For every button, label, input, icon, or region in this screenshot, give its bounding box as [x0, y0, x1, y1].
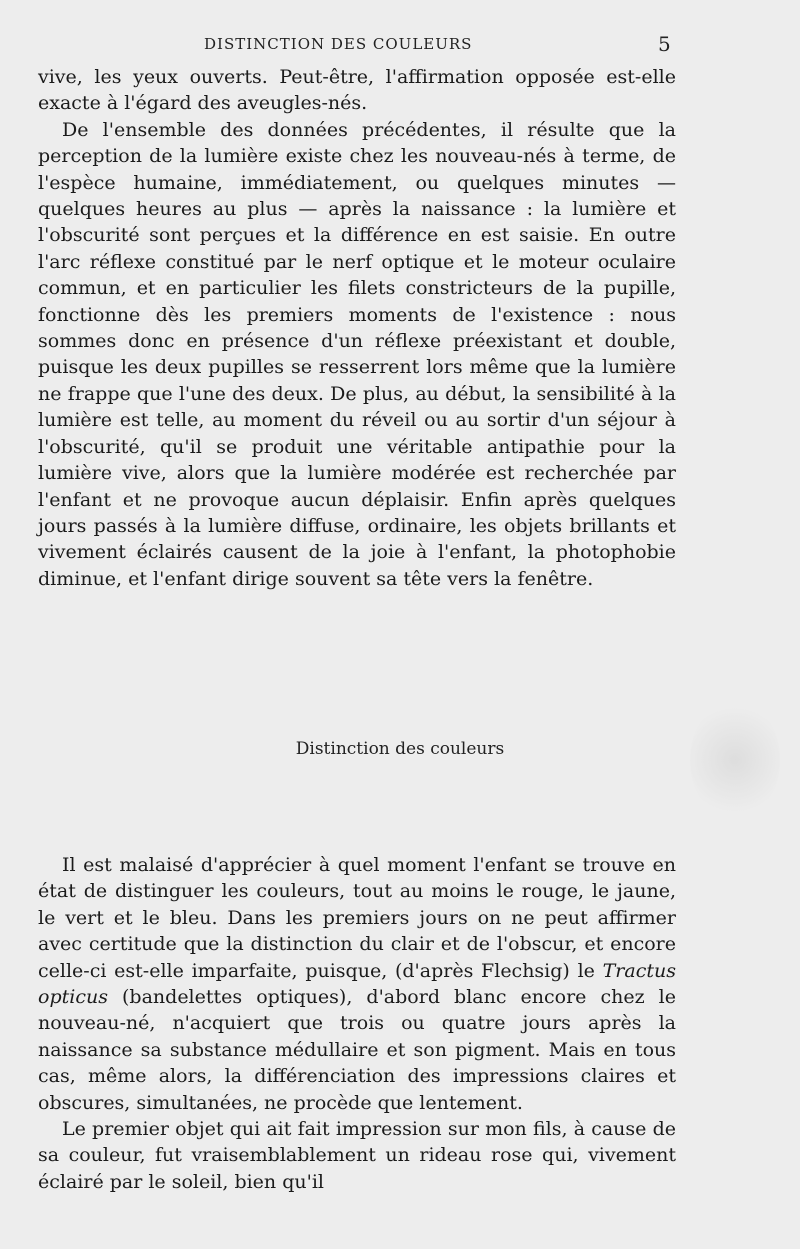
italic-term: Tractus opticus: [38, 959, 676, 1009]
paper-stain: [690, 700, 780, 820]
paragraph-light-perception: De l'ensemble des données précédentes, il résulte que la perception de la lumière existe chez les nouveau-nés à terme, de l'espèce humaine, immédiatement, ou quelques minutes — quelques heures au plus — après la naissance : la lumière et l'obscurité sont perçues et la différence en est saisie. En outre l'arc réflexe constitué par le nerf optique et le moteur oculaire commun, et en particulier les filets constricteurs de la pupille, fonctionne dès les premiers moments de l'existence : nous sommes donc en présence d'un réflexe préexistant et double, puisque les deux pupilles se resserrent lors même que la lumière ne frappe que l'une des deux. De plus, au début, la sensibilité à la lumière est telle, au moment du réveil ou au sortir d'un séjour à l'obscurité, qu'il se produit une véritable antipathie pour la lumière vive, alors que la lumière modérée est recherchée par l'enfant et ne provoque aucun déplaisir. Enfin après quelques jours passés à la lumière diffuse, ordinaire, les objets brillants et vivement éclairés causent de la joie à l'enfant, la photophobie diminue, et l'enfant dirige souvent sa tête vers la fenêtre.: [38, 118, 676, 590]
paragraph-text: (bandelettes optiques), d'abord blanc encore chez le nouveau-né, n'acquiert que trois ou quatre jours après la naissance sa substance médullaire et son pigment. Mais en tous cas, même alors, la différenciation des impressions claires et obscures, simultanées, ne procède que lentement.: [38, 986, 676, 1114]
paragraph-first-object: Le premier objet qui ait fait impression sur mon fils, à cause de sa couleur, fut vraisemblablement un rideau rose qui, vivement éclairé par le soleil, bien qu'il: [38, 1118, 676, 1193]
section-heading: Distinction des couleurs: [295, 739, 505, 759]
text-block-bottom: [38, 852, 676, 1195]
running-title: DISTINCTION DES COULEURS: [204, 35, 473, 53]
paragraph-continued: vive, les yeux ouverts. Peut-être, l'affirmation opposée est-elle exacte à l'égard des aveugles-nés.: [38, 66, 676, 115]
page-number: 5: [658, 32, 671, 56]
paragraph-text: Il est malaisé d'apprécier à quel moment l'enfant se trouve en état de distinguer les couleurs, tout au moins le rouge, le jaune, le vert et le bleu. Dans les premiers jours on ne peut affirmer avec certitude que la distinction du clair et de l'obscur, et encore celle-ci est-elle imparfaite, puisque, (d'après Flechsig) le: [38, 854, 676, 982]
paragraph-color-distinction: [38, 852, 676, 1116]
text-block-top: [38, 64, 676, 592]
